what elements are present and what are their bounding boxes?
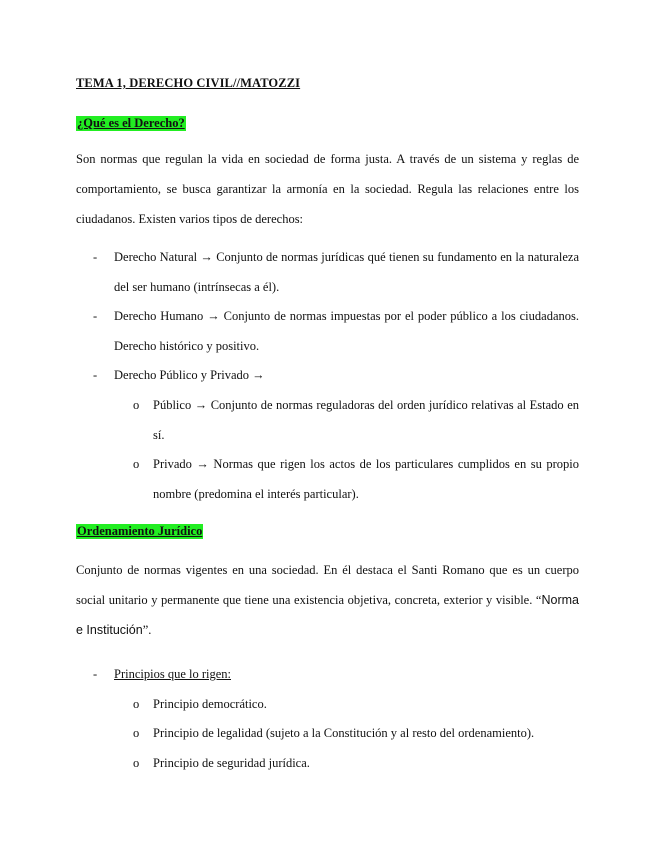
list-bullet: o <box>133 697 140 711</box>
section2-intro-paragraph <box>76 555 579 645</box>
section1-intro-paragraph: Son normas que regulan la vida en sociedad de forma justa. A través de un sistema y reglas de comportamiento, se busca garantizar la armonía en la sociedad. Regula las relaciones entre los ciudadanos. Existen varios tipos de derechos: <box>76 152 579 226</box>
principles-list-title: Principios que lo rigen: <box>114 667 231 681</box>
list-item-derecho-humano: Derecho Humano → Conjunto de normas impuestas por el poder público a los ciudadanos. Derecho histórico y positivo. <box>114 309 579 353</box>
sublist-item-publico: Público → Conjunto de normas reguladoras del orden jurídico relativas al Estado en sí. <box>153 398 579 442</box>
list-dash: - <box>93 250 98 264</box>
list-dash: - <box>93 309 98 323</box>
list-dash: - <box>93 368 98 382</box>
list-dash: - <box>93 667 98 681</box>
document-title: TEMA 1, DERECHO CIVIL//MATOZZI <box>76 76 301 90</box>
section-heading-que-es-derecho: ¿Qué es el Derecho? <box>77 116 185 130</box>
section2-intro-quote: Norma e Institución <box>76 593 579 637</box>
principle-item: Principio de seguridad jurídica. <box>153 756 310 770</box>
principle-item: Principio democrático. <box>153 697 267 711</box>
list-bullet: o <box>133 756 140 770</box>
section2-intro-text: Conjunto de normas vigentes en una sociedad. En él destaca el Santi Romano que es un cuerpo social unitario y permanente que tiene una existencia objetiva, concreta, exterior y visible. “ <box>76 563 579 607</box>
section-heading-ordenamiento-juridico: Ordenamiento Jurídico <box>77 524 203 538</box>
section2-intro-end: ”. <box>142 623 152 637</box>
list-bullet: o <box>133 726 140 740</box>
list-item-derecho-natural: Derecho Natural → Conjunto de normas jurídicas qué tienen su fundamento en la naturaleza del ser humano (intrínsecas a él). <box>114 250 579 294</box>
list-bullet: o <box>133 457 140 471</box>
sublist-item-privado: Privado → Normas que rigen los actos de los particulares cumplidos en su propio nombre (predomina el interés particular). <box>153 457 579 501</box>
principle-item: Principio de legalidad (sujeto a la Constitución y al resto del ordenamiento). <box>153 726 535 740</box>
list-bullet: o <box>133 398 140 412</box>
list-item-derecho-publico-privado: Derecho Público y Privado → <box>114 368 265 382</box>
